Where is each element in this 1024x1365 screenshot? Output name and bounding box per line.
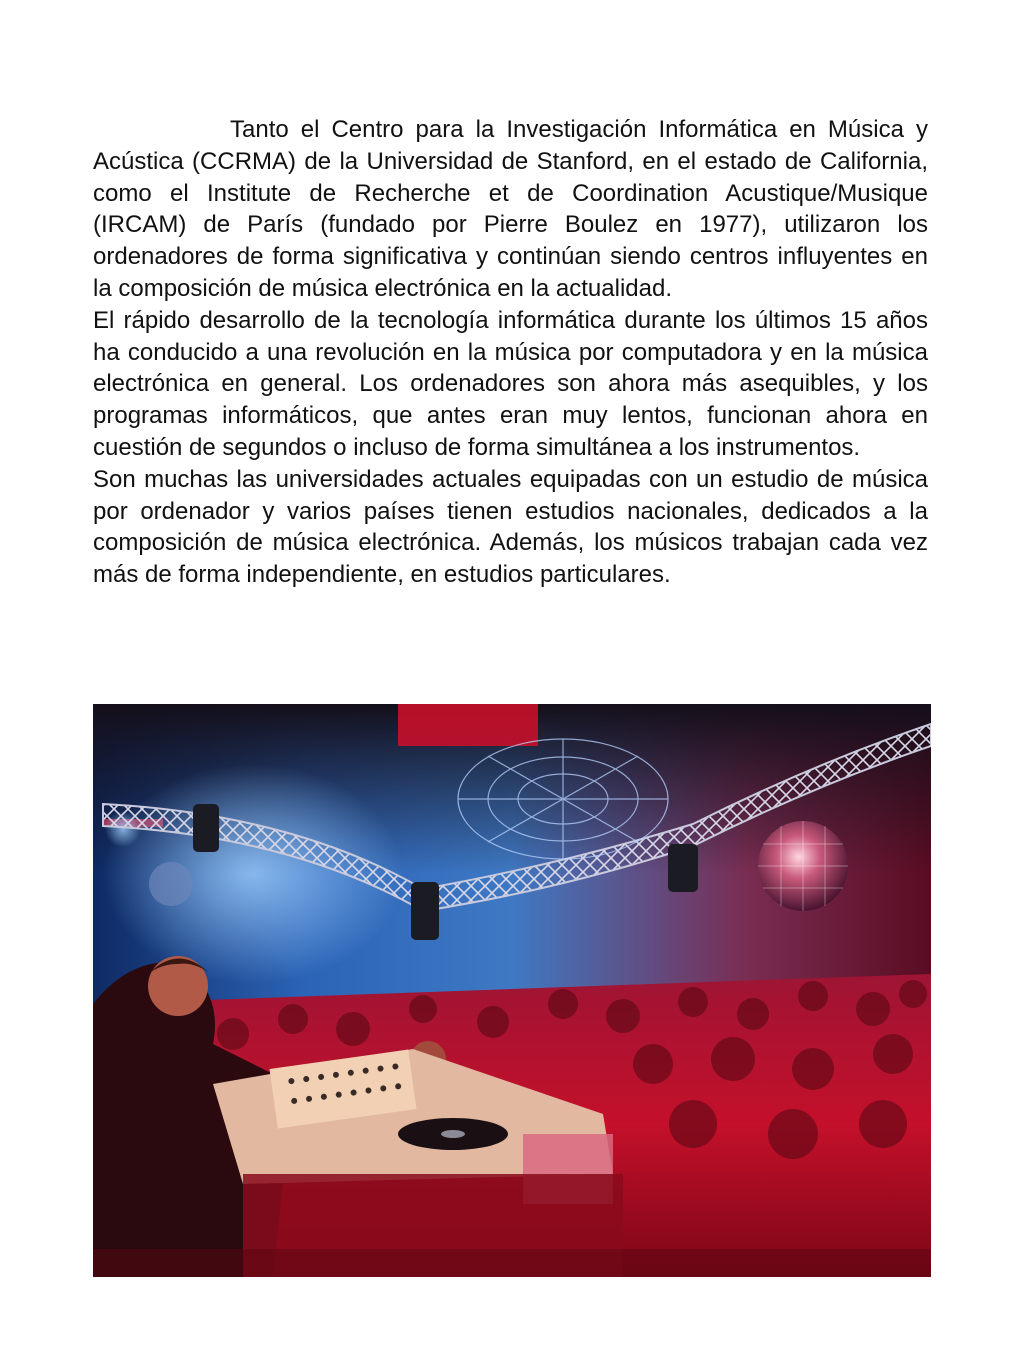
paragraph-1: Tanto el Centro para la Investigación Informática en Música y Acústica (CCRMA) de la Universidad de Stanford, en el estado de California, como el Institute de Recherche et de Coordination Acustique/Musique (IRCAM) de París (fundado por Pierre Boulez en 1977), utilizaron los ordenadores de forma significativa y continúan siendo centros influyentes en la composición de música electrónica en la actualidad. (93, 116, 928, 302)
nightclub-dj-photo (93, 704, 931, 1277)
paragraph-2: El rápido desarrollo de la tecnología informática durante los últimos 15 años ha conducido a una revolución en la música por computadora y en la música electrónica en general. Los ordenadores son ahora más asequibles, y los programas informáticos, que antes eran muy lentos, funcionan ahora en cuestión de segundos o incluso de forma simultánea a los instrumentos. (93, 306, 928, 461)
paragraph-3: Son muchas las universidades actuales equipadas con un estudio de música por ordenador y varios países tienen estudios nacionales, dedicados a la composición de música electrónica. Además, los músicos trabajan cada vez más de forma independiente, en estudios particulares. (93, 465, 928, 589)
article-body (93, 114, 928, 591)
